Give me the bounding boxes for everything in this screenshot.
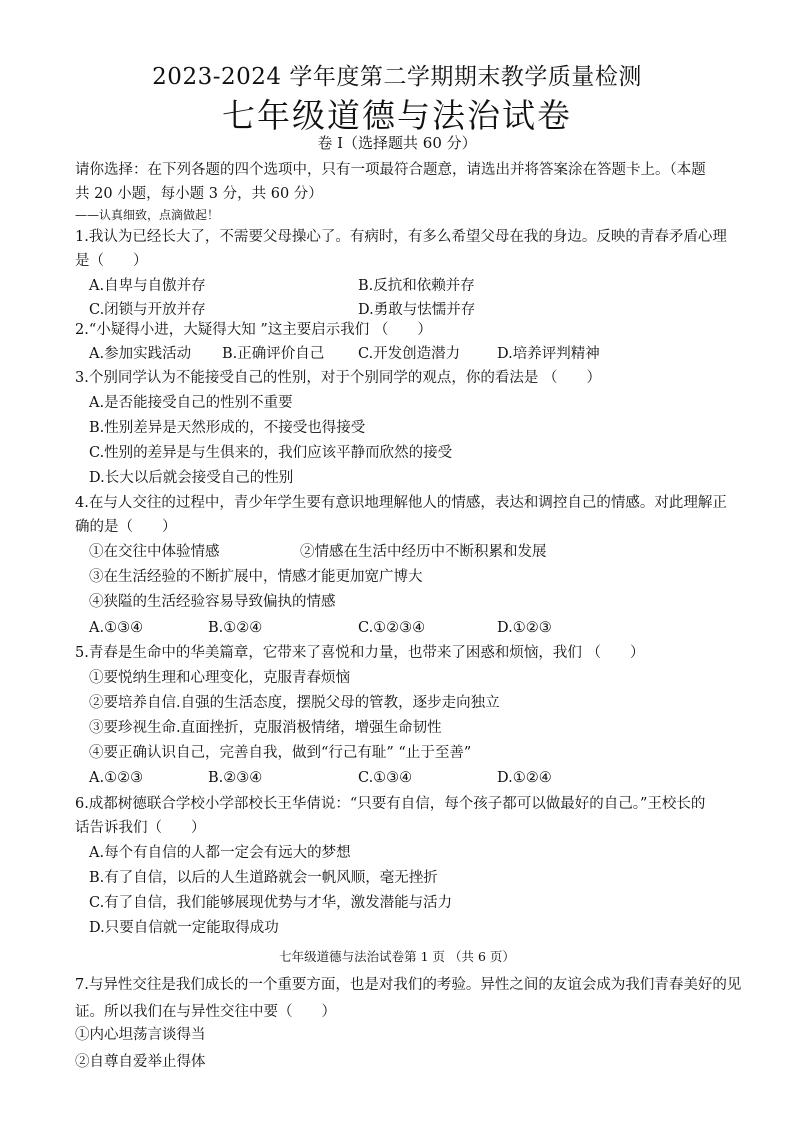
question-4-option-a: A.①③④ bbox=[89, 620, 144, 636]
question-5-option-a: A.①②③ bbox=[89, 770, 144, 786]
question-5-stem: 5.青春是生命中的华美篇章，它带来了喜悦和力量，也带来了困惑和烦恼，我们 （ ） bbox=[75, 645, 645, 661]
question-1-stem-line-2: 是（ ） bbox=[75, 253, 148, 269]
question-4-stem-line-1: 4.在与人交往的过程中，青少年学生要有意识地理解他人的情感，表达和调控自己的情感。对此理解正 bbox=[75, 495, 727, 511]
question-5-option-d: D.①②④ bbox=[497, 770, 552, 786]
question-2-option-d: D.培养评判精神 bbox=[497, 346, 600, 362]
question-4-statement-3: ③在生活经验的不断扩展中，情感才能更加宽广博大 bbox=[89, 569, 423, 585]
question-5-statement-2: ②要培养自信.自强的生活态度，摆脱父母的管教，逐步走向独立 bbox=[89, 695, 500, 711]
question-3-option-c: C.性别的差异是与生俱来的，我们应该平静而欣然的接受 bbox=[89, 445, 453, 461]
question-5-statement-4: ④要正确认识自己，完善自我，做到“行己有耻” “止于至善” bbox=[89, 745, 472, 761]
question-2-option-b: B.正确评价自己 bbox=[222, 346, 325, 362]
question-5-statement-1: ①要悦纳生理和心理变化，克服青春烦恼 bbox=[89, 670, 350, 686]
question-7-statement-2: ②自尊自爱举止得体 bbox=[75, 1054, 206, 1070]
instructions-line-2: 共 20 小题，每小题 3 分，共 60 分） bbox=[75, 186, 323, 202]
question-2-option-a: A.参加实践活动 bbox=[89, 346, 192, 362]
question-6-option-c: C.有了自信，我们能够展现优势与才华，激发潜能与活力 bbox=[89, 895, 453, 911]
question-4-statement-1: ①在交往中体验情感 bbox=[89, 544, 220, 560]
instructions-motto: ——认真细致，点滴做起！ bbox=[75, 208, 220, 222]
question-4-option-c: C.①②③④ bbox=[358, 620, 426, 636]
question-3-option-d: D.长大以后就会接受自己的性别 bbox=[89, 470, 294, 486]
question-1-option-b: B.反抗和依赖并存 bbox=[358, 278, 475, 294]
question-7-statement-1: ①内心坦荡言谈得当 bbox=[75, 1027, 206, 1043]
question-6-option-d: D.只要自信就一定能取得成功 bbox=[89, 920, 279, 936]
question-2-option-c: C.开发创造潜力 bbox=[358, 346, 461, 362]
question-3-option-b: B.性别差异是天然形成的，不接受也得接受 bbox=[89, 420, 366, 436]
question-5-option-c: C.①③④ bbox=[358, 770, 413, 786]
instructions-line-1: 请你选择：在下列各题的四个选项中，只有一项最符合题意，请选出并将答案涂在答题卡上。（本题 bbox=[75, 162, 706, 178]
question-4-statement-4: ④狭隘的生活经验容易导致偏执的情感 bbox=[89, 594, 336, 610]
question-2-stem: 2.“小疑得小进，大疑得大知 ”这主要启示我们 （ ） bbox=[75, 322, 432, 338]
question-1-option-d: D.勇敢与怯懦并存 bbox=[358, 302, 476, 318]
question-3-option-a: A.是否能接受自己的性别不重要 bbox=[89, 395, 293, 411]
question-1-option-a: A.自卑与自傲并存 bbox=[89, 278, 206, 294]
question-1-option-c: C.闭锁与开放并存 bbox=[89, 302, 206, 318]
page-footer: 七年级道德与法治试卷第 1 页 （共 6 页） bbox=[279, 949, 515, 964]
question-5-option-b: B.②③④ bbox=[208, 770, 263, 786]
question-6-stem-line-1: 6.成都树德联合学校小学部校长王华倩说：“只要有自信，每个孩子都可以做最好的自己。”王校长的 bbox=[75, 796, 706, 812]
question-5-statement-3: ③要珍视生命.直面挫折，克服消极情绪，增强生命韧性 bbox=[89, 720, 442, 736]
question-1-stem-line-1: 1.我认为已经长大了，不需要父母操心了。有病时，有多么希望父母在我的身边。反映的青春矛盾心理 bbox=[75, 229, 727, 245]
question-4-option-b: B.①②④ bbox=[208, 620, 263, 636]
question-7-stem-line-2: 证。所以我们在与异性交往中要（ ） bbox=[75, 1004, 336, 1020]
exam-subject-title: 七年级道德与法治试卷 bbox=[222, 96, 572, 135]
question-3-stem: 3.个别同学认为不能接受自己的性别，对于个别同学的观点，你的看法是 （ ） bbox=[75, 370, 601, 386]
question-6-option-a: A.每个有自信的人都一定会有远大的梦想 bbox=[89, 845, 351, 861]
question-6-stem-line-2: 话告诉我们（ ） bbox=[75, 820, 206, 836]
question-4-stem-line-2: 确的是（ ） bbox=[75, 519, 177, 535]
question-7-stem-line-1: 7.与异性交往是我们成长的一个重要方面，也是对我们的考验。异性之间的友谊会成为我们青春美好的见 bbox=[75, 977, 742, 993]
section-title: 卷 I（选择题共 60 分） bbox=[317, 134, 477, 152]
question-6-option-b: B.有了自信，以后的人生道路就会一帆风顺，毫无挫折 bbox=[89, 870, 438, 886]
question-4-option-d: D.①②③ bbox=[497, 620, 552, 636]
exam-title: 2023-2024 学年度第二学期期末教学质量检测 bbox=[152, 64, 642, 90]
question-4-statement-2: ②情感在生活中经历中不断积累和发展 bbox=[300, 544, 547, 560]
